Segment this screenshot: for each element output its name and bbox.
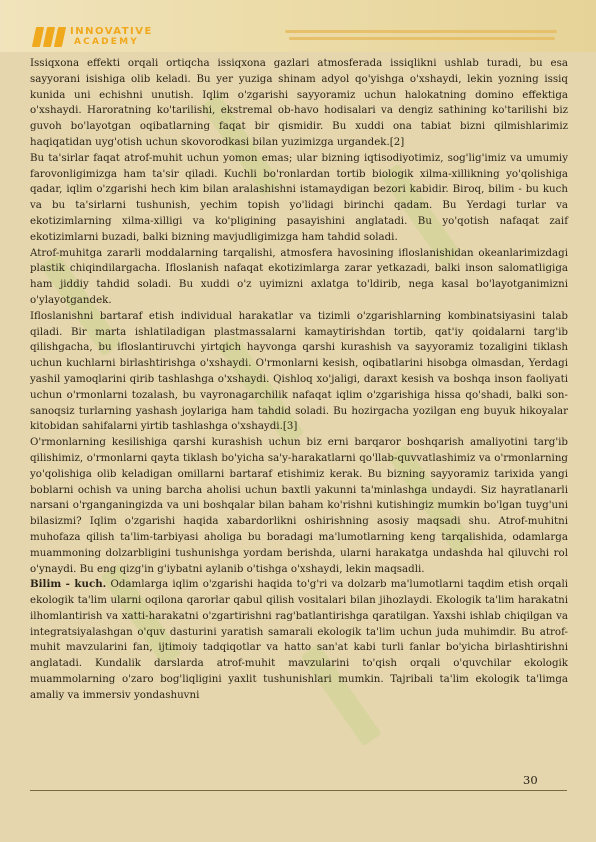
paragraph: O'rmonlarning kesilishiga qarshi kurashish uchun biz erni barqaror boshqarish amaliyotini targ'ib qilishimiz, o'rmonlarni qayta tiklash bo'yicha sa'y-harakatlarni qo'llab-quvvatlashimiz va o'rmonlarning yo'qolishiga olib keladigan omillarni bartaraf etishimiz kerak. Bu bizning sayyoramiz tarixida yangi boblarni ochish va uning barcha aholisi uchun baxtli yakunni ta'minlashga undaydi. Siz hayratlanarli narsani o'rganganingizda va uni boshqalar bilan baham ko'rishni kutishingiz mumkin bo'lgan tuyg'uni bilasizmi? Iqlim o'zgarishi haqida xabardorlikni oshirishning asosiy maqsadi shu. Atrof-muhitni muhofaza qilish ta'lim-tarbiyasi aholiga bu boradagi ma'lumotlarning keng tarqalishida, odamlarga muammoning dolzarbligini tushunishga yordam berishda, ularni harakatga undashda hal qiluvchi rol o'ynaydi. Bu eng qizg'in g'iybatni aylanib o'tishga o'xshaydi, lekin maqsadli. (30, 436, 568, 575)
paragraph: Bilim - kuch. Odamlarga iqlim o'zgarishi haqida to'g'ri va dolzarb ma'lumotlarni taqdim etish orqali ekologik ta'lim ularni oqilona qarorlar qabul qilish vositalari bilan jihozlaydi. Ekologik ta'lim harakatni ilhomlantirish va xatti-harakatni o'zgartirishni rag'batlantirishga qaratilgan. Yaxshi ishlab chiqilgan va integratsiyalashgan o'quv dasturini yaratish samarali ekologik ta'lim uchun juda muhimdir. Bu atrof-muhit mavzularini fan, ijtimoiy tadqiqotlar va hatto san'at kabi turli fanlar bo'yicha birlashtirishni anglatadi. Kundalik darslarda atrof-muhit mavzularini to'qish orqali o'quvchilar ekologik muammolarning o'zaro bog'liqligini yaxlit tushunishlari mumkin. Tajribali ta'lim ekologik ta'limga amaliy va immersiv yondashuvni (30, 578, 569, 701)
journal-logo (34, 26, 153, 48)
page-header (0, 0, 596, 52)
header-decoration (285, 30, 557, 44)
footer-divider (30, 790, 567, 791)
paragraph: Ifloslanishni bartaraf etish individual harakatlar va tizimli o'zgarishlarning kombinatsiyasini talab qiladi. Bir marta ishlatiladigan plastmassalarni kamaytirishdan tortib, qat'iy qoidalarni targ'ib qilishgacha, bu ifloslantiruvchi yirtqich hayvonga qarshi kurashish va sayyoramiz tozaligini tiklash uchun kuchlarni birlashtirishga o'xshaydi. O'rmonlarni kesish, oqibatlarini hisobga olmasdan, Yerdagi yashil yamoqlarini qirib tashlashga o'xshaydi. Qishloq xo'jaligi, daraxt kesish va boshqa inson faoliyati uchun o'rmonlarni tozalash, bu vayronagarchilik nafaqat iqlim o'zgarishiga hissa qo'shadi, balki son-sanoqsiz turlarning yashash joylariga ham tahdid soladi. Bu hozirgacha yozilgan eng buyuk hikoyalar kitobidan sahifalarni yirtib tashlashga o'xshaydi.[3] (30, 309, 568, 433)
logo-title: INNOVATIVE (70, 26, 153, 37)
paragraph: Bu ta'sirlar faqat atrof-muhit uchun yomon emas; ular bizning iqtisodiyotimiz, sog'lig'imiz va umumiy farovonligimizga ham ta'sir qiladi. Kuchli bo'ronlardan tortib biologik xilma-xillikning yo'qolishiga qadar, iqlim o'zgarishi hech kim bilan aralashishni istamaydigan bezori kabidir. Biroq, bilim - bu kuch va bu ta'sirlarni tushunish, yechim topish yo'lidagi birinchi qadam. Bu Yerdagi turlar va ekotizimlarning xilma-xilligi va ko'pligining pasayishini anglatadi. Bu yo'qotish nafaqat zaif ekotizimlarni buzadi, balki bizning mavjudligimizga ham tahdid soladi. (30, 151, 568, 243)
paragraph: Atrof-muhitga zararli moddalarning tarqalishi, atmosfera havosining ifloslanishidan okeanlarimizdagi plastik chiqindilargacha. Ifloslanish nafaqat ekotizimlarga zarar yetkazadi, balki inson salomatligiga ham jiddiy tahdid soladi. Bu xuddi o'z uyimizni axlatga to'ldirib, nega kasal bo'layotganimizni o'ylayotgandek. (30, 246, 568, 306)
page-number: 30 (523, 773, 538, 787)
logo-mark-icon (34, 27, 64, 47)
article-body (30, 56, 568, 704)
bold-lead: Bilim - kuch. (30, 578, 107, 591)
logo-subtitle: ACADEMY (74, 37, 140, 47)
paragraph: Issiqxona effekti orqali ortiqcha issiqxona gazlari atmosferada issiqlikni ushlab turadi, bu esa sayyorani isishiga olib keladi. Bu yer yuziga shinam adyol qo'yishga o'xshaydi, lekin yozning issiq kunida uni echishni unutish. Iqlim o'zgarishi sayyoramiz uchun halokatning domino effektiga o'xshaydi. Haroratning ko'tarilishi, ekstremal ob-havo hodisalari va dengiz sathining ko'tarilishi biz guvoh bo'layotgan oqibatlarning faqat bir qismidir. Bu xuddi ona tabiat bizni qilmishlarimiz haqiqatidan uyg'otish uchun skovorodkasi bilan yuzimizga urgandek.[2] (30, 57, 568, 148)
